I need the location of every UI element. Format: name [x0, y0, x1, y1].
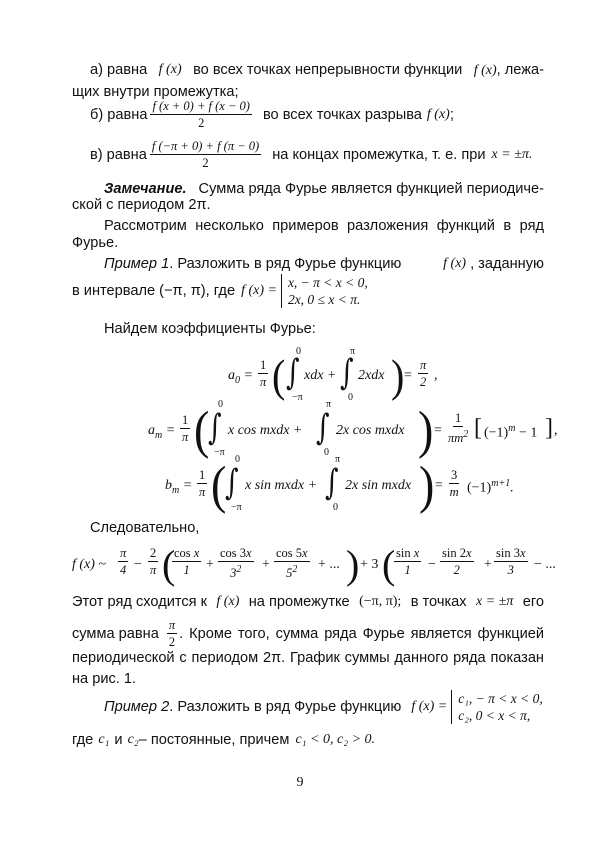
conv-text: на промежутке [248, 594, 350, 610]
example-2-line-1 [104, 690, 543, 724]
fraction-denominator: 2 [198, 116, 205, 130]
conv-line-3: периодической с периодом 2π. График суммы данного ряда показан [72, 650, 544, 666]
piecewise-case-1: x, − π < x < 0, [287, 275, 368, 290]
math-fx: f (x) [473, 63, 497, 78]
fraction-numerator: f (−π + 0) + f (π − 0) [151, 139, 260, 153]
example-2-text: – постоянные, причем [138, 732, 290, 748]
math-condition: x = ±π. [491, 146, 533, 162]
text-b-body: во всех точках разрыва [262, 106, 422, 123]
text-line-a [90, 61, 544, 80]
conv-text: сумма равна [72, 625, 159, 642]
math-c1: c₁ [98, 732, 110, 747]
text-a-tail: , лежа- [496, 62, 544, 78]
text-line-a2: щих внутри промежутка; [72, 84, 239, 100]
text-a-label: а) равна [90, 62, 148, 78]
formula-series: f (x) ~ $\frac{\pi}{4}$ − $\frac{2}{\pi}$ ( $\frac{\text{cos x}}{1}$ + $\frac{\cos 3x}{3^2}$ + $\frac{\cos 5x}{5^2}$ + ... ) + 3 ( $\frac{\text{sin x}}{1}$ − $\frac{\sin 2x}{2}$ + $\frac{\sin 3x}{3}$ − ... [72, 542, 556, 587]
text-line-b [90, 99, 454, 130]
coef-intro: Найдем коэффициенты Фурье: [104, 321, 316, 337]
note-label: Замечание. [104, 181, 187, 197]
fraction-numerator: π [168, 618, 176, 632]
conv-text: в точках [410, 594, 467, 610]
conv-text: его [522, 594, 544, 610]
math-fx: f (x) [443, 256, 467, 271]
example-1-tail: , заданную [470, 256, 544, 272]
paragraph-consider-2: Фурье. [72, 235, 119, 251]
conv-text: . Кроме того, сумма ряда Фурье является функцией [179, 625, 544, 642]
fraction-numerator: f (x + 0) + f (x − 0) [152, 99, 250, 113]
fraction-midpoint [150, 99, 252, 130]
text-b-label: б) равна [90, 106, 148, 123]
fraction-endpoints [150, 139, 261, 170]
example-2-line-2 [72, 731, 375, 749]
text-a-body: во всех точках непрерывности функции [193, 62, 463, 78]
note-line-2: ской с периодом 2π. [72, 197, 211, 213]
math-fx: f (x) [426, 106, 450, 122]
piecewise-case-1: c₁, − π < x < 0, [458, 691, 543, 706]
math-condition: x = ±π [475, 594, 514, 609]
paragraph-consider: Рассмотрим несколько примеров разложения функций в ряд [104, 218, 544, 234]
math-condition: c₁ < 0, c₂ > 0. [295, 732, 376, 747]
fraction-denominator: 2 [202, 156, 209, 170]
text-b-tail: ; [449, 106, 454, 123]
note-text: Сумма ряда Фурье является функцией периодиче- [198, 181, 544, 197]
piecewise-definition [281, 274, 368, 308]
math-interval: (−π, π); [359, 594, 402, 609]
example-1-label: Пример 1 [104, 256, 170, 272]
example-1-line-2 [72, 274, 368, 308]
example-2-text: . Разложить в ряд Фурье функцию [169, 699, 402, 715]
piecewise-definition [451, 690, 543, 724]
example-1-interval: в интервале (−π, π), где [72, 283, 236, 299]
text-therefore: Следовательно, [90, 520, 200, 536]
page-number: 9 [296, 775, 304, 790]
text-c-label: в) равна [90, 146, 147, 163]
text-c-body: на концах промежутка, т. е. при [272, 146, 486, 163]
conv-line-4: на рис. 1. [72, 671, 137, 687]
example-1-text: . Разложить в ряд Фурье функцию [169, 256, 402, 272]
conv-text: Этот ряд сходится к [72, 594, 208, 610]
math-fx: f (x) [216, 594, 240, 609]
math-fx-def: f (x) = [241, 283, 277, 298]
example-2-text: где [72, 732, 94, 748]
fraction-pi-half [167, 618, 177, 649]
math-fx-def: f (x) = [411, 699, 448, 714]
conv-line-1 [72, 593, 544, 611]
fraction-denominator: 2 [168, 635, 176, 649]
math-fx: f (x) [158, 62, 182, 77]
conv-line-2 [72, 618, 544, 649]
piecewise-case-2: c₂, 0 < x < π, [458, 708, 531, 723]
math-c2: c₂ [127, 732, 139, 747]
example-2-label: Пример 2 [104, 699, 170, 715]
text-line-c [90, 139, 532, 170]
example-2-text: и [114, 732, 123, 748]
piecewise-case-2: 2x, 0 ≤ x < π. [287, 292, 361, 307]
example-1-line-1 [104, 255, 544, 273]
